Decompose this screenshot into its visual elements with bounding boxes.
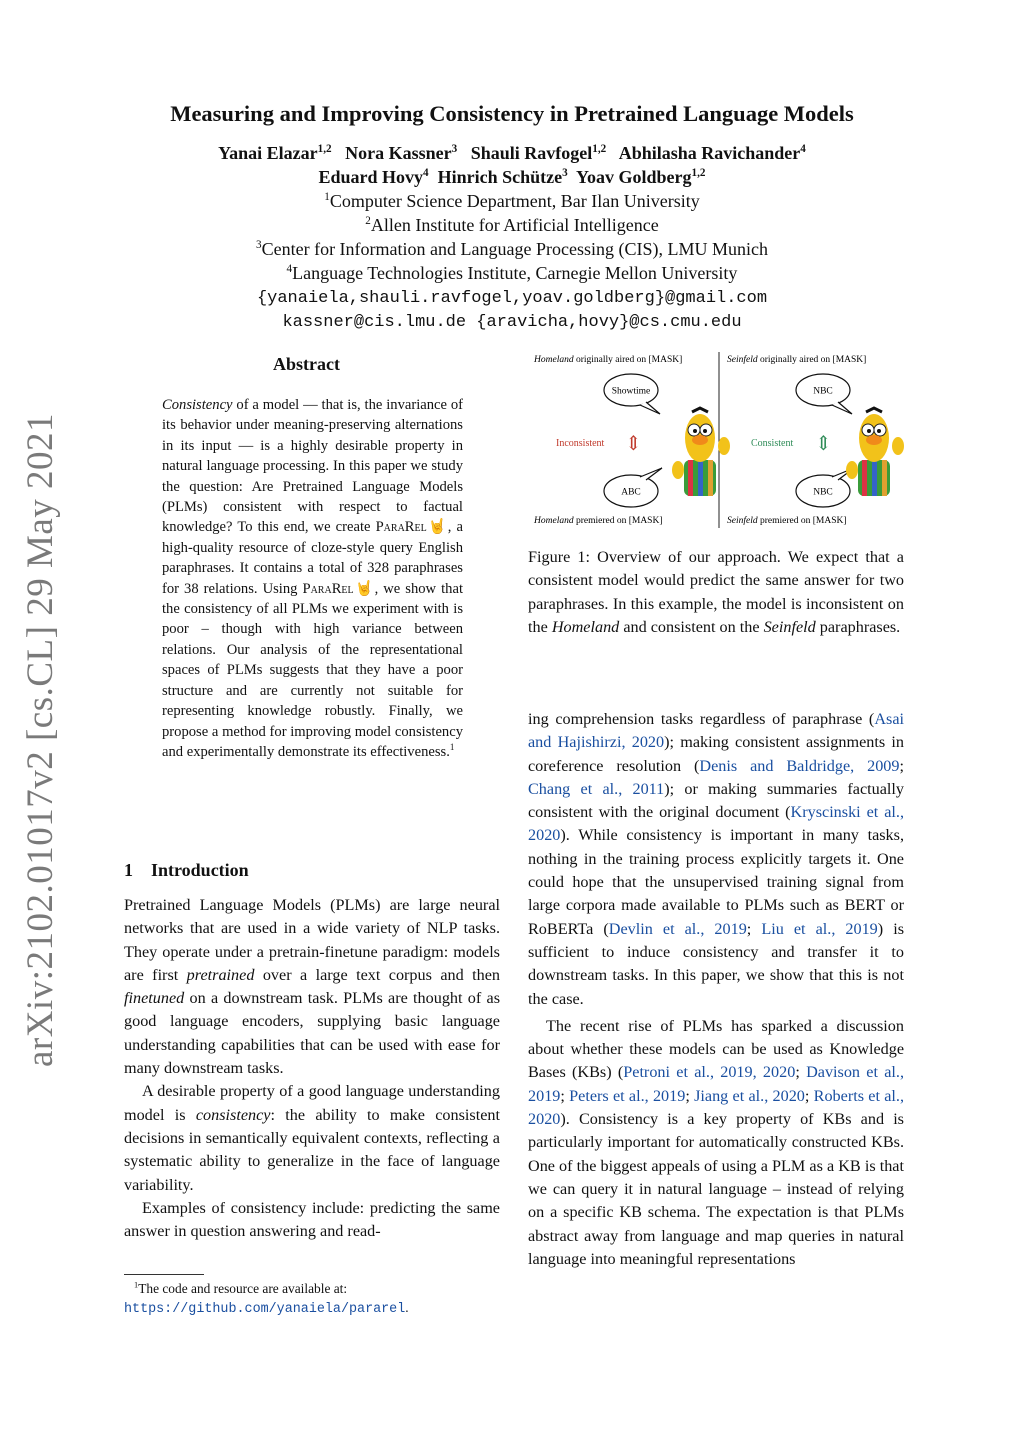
section-heading: 1 Introduction	[124, 860, 249, 880]
footnote-rule	[124, 1274, 204, 1275]
figure-label: Homeland originally aired on [MASK]	[534, 355, 683, 365]
author-name: Eduard Hovy	[318, 167, 424, 187]
abstract-heading: Abstract	[273, 354, 340, 374]
svg-text:Showtime: Showtime	[611, 386, 651, 397]
intro-body	[124, 894, 500, 1243]
citation-link[interactable]: Denis and Baldridge, 2009	[699, 756, 900, 775]
right-column-body	[528, 708, 904, 1271]
author-name: Nora Kassner	[345, 143, 452, 163]
citation-link[interactable]: Chang et al., 2011	[528, 779, 665, 798]
arrow-icon: ⇕	[625, 433, 642, 455]
author-name: Abhilasha Ravichander	[618, 143, 801, 163]
citation-link[interactable]: Liu et al., 2019	[761, 919, 878, 938]
figure-caption: Figure 1: Overview of our approach. We expect that a consistent model would predict the same answer for two paraphrases. In this example, the model is inconsistent on the Homeland and consistent on the Seinfeld paraphrases.	[528, 548, 904, 636]
muppet-icon	[672, 408, 730, 496]
citation-link[interactable]: Jiang et al., 2020	[694, 1086, 805, 1105]
pararel-name: ParaRel	[375, 519, 427, 536]
affiliation: $^3$Center for Information and Language Processing (CIS), LMU Munich	[256, 239, 768, 259]
author-name: Yanai Elazar	[218, 143, 318, 163]
speech-bubble	[604, 374, 660, 414]
code-link[interactable]: https://github.com/yanaiela/pararel	[124, 1302, 406, 1317]
footnote-marker: 1	[449, 742, 455, 753]
figure-1	[528, 350, 906, 532]
svg-text:NBC: NBC	[813, 386, 833, 397]
consistent-label: Consistent	[751, 438, 794, 449]
affiliation: $^2$Allen Institute for Artificial Intelligence	[365, 215, 659, 235]
paper-title: Measuring and Improving Consistency in Pretrained Language Models	[170, 101, 854, 126]
citation-link[interactable]: Devlin et al., 2019	[608, 919, 747, 938]
paragraph: ing comprehension tasks regardless of paraphrase (Asai and Hajishirzi, 2020); making consistent assignments in coreference resolution (Denis and Baldridge, 2009; Chang et al., 2011); or making summaries factually consistent with the original document (Kryscinski et al., 2020). While consistency is important in many tasks, nothing in the training process explicitly targets it. One could hope that the unsupervised training signal from large corpora made available to PLMs such as BERT or RoBERTa (Devlin et al., 2019; Liu et al., 2019) is sufficient to induce consistency and transfer it to downstream tasks. In this paper, we show that this is not the case.	[528, 710, 905, 1008]
paragraph: Examples of consistency include: predicting the same answer in question answering and read-	[124, 1198, 500, 1241]
citation-link[interactable]: Petroni et al., 2019, 2020	[623, 1063, 796, 1082]
pararel-name: ParaRel	[302, 580, 354, 597]
author-name: Hinrich Schütze	[437, 167, 563, 187]
author-line-2: Eduard Hovy$^4$ Hinrich Schütze$^3$ Yoav Goldberg$^{1,2}$	[318, 167, 706, 187]
inconsistent-label: Inconsistent	[556, 438, 605, 449]
svg-text:NBC: NBC	[813, 487, 833, 498]
paragraph: Pretrained Language Models (PLMs) are large neural networks that are used in a wide variety of NLP tasks. They operate under a pretrain-finetune paradigm: models are first pretrained over a large text corpus and then finetuned on a downstream task. PLMs are thought of as good language encoders, supplying basic language understanding capabilities that can be used with ease for many downstream tasks.	[124, 896, 500, 1078]
speech-bubble	[796, 468, 854, 507]
figure-label: Seinfeld originally aired on [MASK]	[727, 355, 867, 365]
citation-link[interactable]: Roberts et al., 2020	[528, 1086, 904, 1129]
affiliation: $^4$Language Technologies Institute, Carnegie Mellon University	[286, 263, 738, 283]
citation-link[interactable]: Peters et al., 2019	[569, 1086, 686, 1105]
muppet-icon	[846, 408, 904, 496]
figure-label: Seinfeld premiered on [MASK]	[727, 516, 847, 526]
paragraph: The recent rise of PLMs has sparked a discussion about whether these models can be used as Knowledge Bases (KBs) (Petroni et al., 2019, 2020; Davison et al., 2019; Peters et al., 2019; Jiang et al., 2020; Roberts et al., 2020). Consistency is a key property of KBs and is particularly important for automatically constructed KBs. One of the biggest appeals of using a PLM as a KB is that we can query it in natural language – instead of relying on a specific KB schema. The expectation is that PLMs abstract away from language and map queries in natural language into meaningful representations	[528, 1016, 905, 1268]
citation-link[interactable]: Davison et al., 2019	[528, 1063, 905, 1105]
rock-hand-icon: 🤘	[353, 580, 375, 597]
author-line-1: Yanai Elazar$^{1,2}$ Nora Kassner$^3$ Shauli Ravfogel$^{1,2}$ Abhilasha Ravichander$^4$	[218, 143, 806, 163]
citation-link[interactable]: Asai and Hajishirzi, 2020	[528, 710, 904, 752]
abstract-body: Consistency of a model — that is, the invariance of its behavior under meaning-preserving alternations in its input — is a highly desirable property in natural language processing. In this paper we study the question: Are Pretrained Language Models (PLMs) consistent with respect to factual knowledge? To this end, we create ParaRel🤘, a high-quality resource of cloze-style query English paraphrases. It contains a total of 328 paraphrases for 38 relations. Using ParaRel🤘, we show that the consistency of all PLMs we experiment with is poor – though with high variance between relations. Our analysis of the representational spaces of PLMs suggests that they have a poor structure and are currently not suitable for representing knowledge robustly. Finally, we propose a method for improving model consistency and experimentally demonstrate its effectiveness.$^1$	[162, 397, 464, 760]
paragraph: A desirable property of a good language understanding model is consistency: the ability to make consistent decisions in semantically equivalent contexts, reflecting a systematic ability to generalize in the face of language variability.	[124, 1082, 500, 1194]
figure-label: Homeland premiered on [MASK]	[534, 516, 663, 526]
footnote: $^1$The code and resource are available at: https://github.com/yanaiela/pararel.	[124, 1280, 409, 1317]
arrow-icon: ⇕	[815, 433, 832, 455]
speech-bubble	[604, 468, 662, 507]
affiliation: $^1$Computer Science Department, Bar Ilan University	[324, 191, 700, 211]
arxiv-stamp: arXiv:2102.01017v2 [cs.CL] 29 May 2021	[19, 412, 61, 1068]
rock-hand-icon: 🤘	[426, 519, 448, 536]
speech-bubble	[796, 374, 852, 414]
author-name: Shauli Ravfogel	[470, 143, 593, 163]
email-line: kassner@cis.lmu.de {aravicha,hovy}@cs.cmu.edu	[282, 313, 742, 332]
citation-link[interactable]: Kryscinski et al., 2020	[528, 803, 904, 845]
author-name: Yoav Goldberg	[576, 167, 692, 187]
svg-text:ABC: ABC	[621, 487, 641, 498]
email-line: {yanaiela,shauli.ravfogel,yoav.goldberg}@gmail.com	[256, 289, 768, 308]
